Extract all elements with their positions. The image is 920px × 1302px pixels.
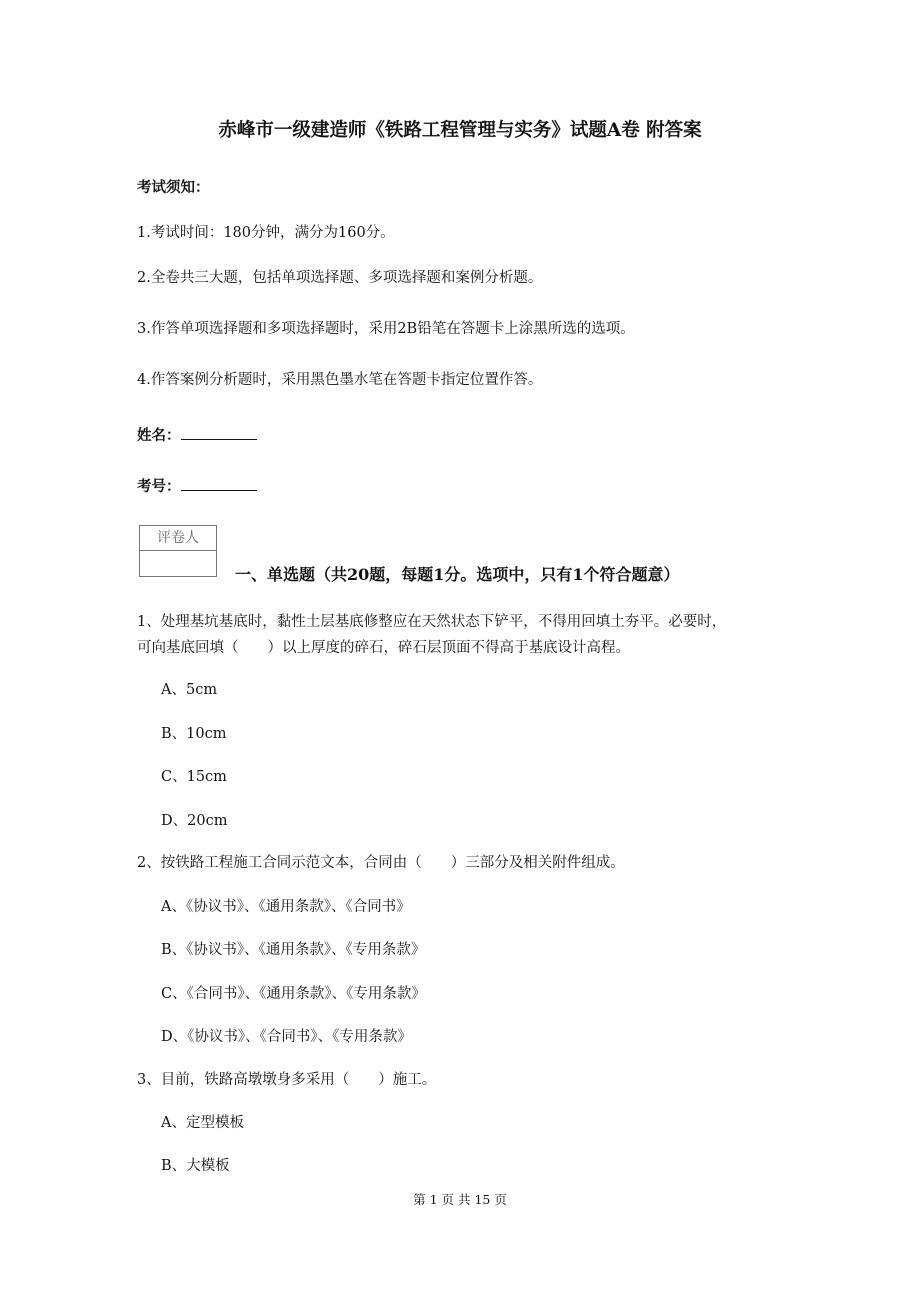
id-field bbox=[137, 476, 257, 497]
option: D、20cm bbox=[161, 813, 228, 829]
page-footer: 第 1 页 共 15 页 bbox=[413, 1192, 507, 1207]
option: C、《合同书》、《通用条款》、《专用条款》 bbox=[161, 986, 426, 1002]
option: B、10cm bbox=[161, 726, 227, 742]
grader-label: 评卷人 bbox=[140, 526, 216, 551]
option: B、大模板 bbox=[161, 1158, 230, 1174]
name-field bbox=[137, 425, 257, 446]
section-title: 一、单选题（共20题，每题1分。选项中，只有1个符合题意） bbox=[235, 565, 680, 584]
option: A、5cm bbox=[161, 682, 218, 698]
notice-item: 2.全卷共三大题，包括单项选择题、多项选择题和案例分析题。 bbox=[137, 270, 543, 286]
option: C、15cm bbox=[161, 769, 227, 785]
notice-item: 3.作答单项选择题和多项选择题时，采用2B铅笔在答题卡上涂黑所选的选项。 bbox=[137, 321, 635, 337]
grader-box bbox=[139, 525, 217, 577]
option: A、定型模板 bbox=[161, 1115, 244, 1131]
notice-item: 1.考试时间：180分钟，满分为160分。 bbox=[137, 225, 395, 241]
id-blank bbox=[181, 476, 257, 491]
notice-heading: 考试须知： bbox=[137, 179, 210, 196]
document-title: 赤峰市一级建造师《铁路工程管理与实务》试题A卷 附答案 bbox=[218, 120, 702, 141]
name-blank bbox=[181, 425, 257, 440]
notice-item: 4.作答案例分析题时，采用黑色墨水笔在答题卡指定位置作答。 bbox=[137, 372, 543, 388]
id-label: 考号： bbox=[137, 478, 181, 495]
option: B、《协议书》、《通用条款》、《专用条款》 bbox=[161, 942, 426, 958]
option: D、《协议书》、《合同书》、《专用条款》 bbox=[161, 1029, 412, 1045]
question-text: 可向基底回填（ ）以上厚度的碎石，碎石层顶面不得高于基底设计高程。 bbox=[137, 640, 630, 656]
question-text: 2、按铁路工程施工合同示范文本，合同由（ ）三部分及相关附件组成。 bbox=[137, 855, 625, 871]
name-label: 姓名： bbox=[137, 427, 181, 444]
question-text: 3、目前，铁路高墩墩身多采用（ ）施工。 bbox=[137, 1072, 437, 1088]
question-text: 1、处理基坑基底时，黏性土层基底修整应在天然状态下铲平，不得用回填土夯平。必要时， bbox=[137, 614, 727, 630]
option: A、《协议书》、《通用条款》、《合同书》 bbox=[161, 899, 411, 915]
